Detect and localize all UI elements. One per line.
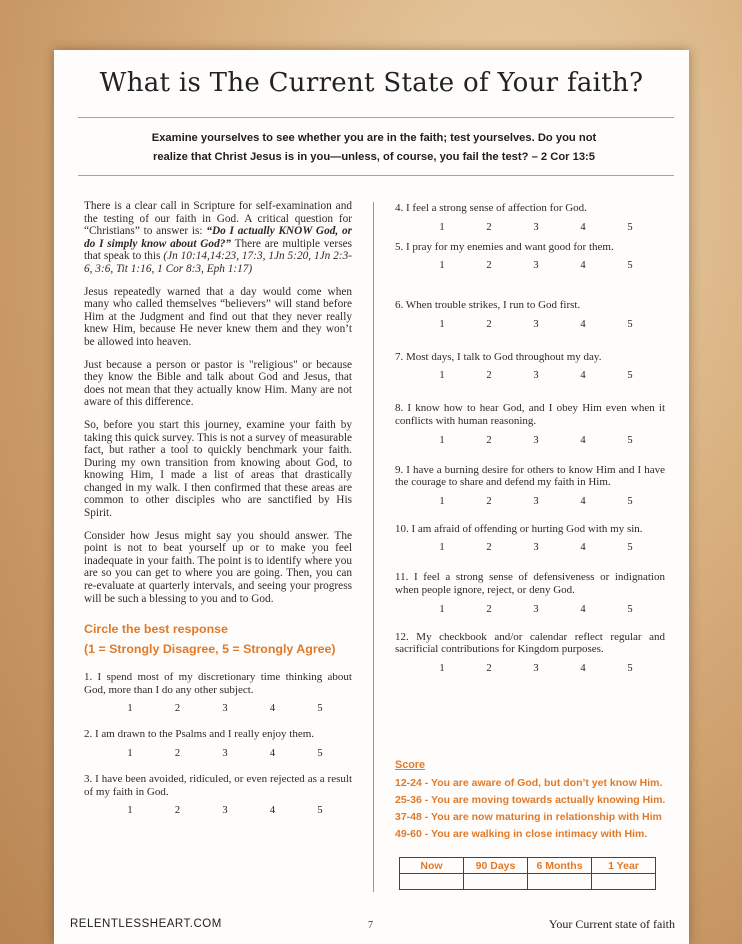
header-90-days: 90 Days <box>464 858 528 874</box>
verse-divider <box>78 175 674 176</box>
rating-option[interactable]: 5 <box>317 805 323 817</box>
entry-90-days[interactable] <box>464 874 528 890</box>
rating-option[interactable]: 4 <box>580 662 586 674</box>
document-page <box>54 50 689 944</box>
header-1-year: 1 Year <box>592 858 656 874</box>
score-range-1: 12-24 - You are aware of God, but don’t yet know Him. <box>395 777 663 789</box>
rating-option[interactable]: 1 <box>439 370 445 382</box>
survey-question <box>395 523 665 554</box>
rating-option[interactable]: 3 <box>533 603 539 615</box>
rating-option[interactable]: 5 <box>317 703 323 715</box>
right-column <box>395 202 665 674</box>
rating-option[interactable]: 1 <box>127 703 133 715</box>
question-text: 1. I spend most of my discretionary time thinking about God, more than I do any other subject. <box>84 671 352 696</box>
rating-scale <box>125 805 325 818</box>
question-text: 11. I feel a strong sense of defensiveness or indignation when people ignore, reject, or deny God. <box>395 571 665 596</box>
rating-option[interactable]: 1 <box>127 805 133 817</box>
question-text: 10. I am afraid of offending or hurting God with my sin. <box>395 522 643 535</box>
table-header-row <box>400 858 656 874</box>
survey-question <box>395 631 665 674</box>
rating-option[interactable]: 3 <box>533 495 539 507</box>
question-text: 4. I feel a strong sense of affection for God. <box>395 202 587 214</box>
rating-option[interactable]: 4 <box>580 370 586 382</box>
rating-option[interactable]: 4 <box>269 703 276 715</box>
header-now: Now <box>400 858 464 874</box>
rating-option[interactable]: 4 <box>580 318 586 330</box>
page-title: What is The Current State of Your faith? <box>99 68 644 98</box>
rating-option[interactable]: 2 <box>486 221 492 233</box>
rating-option[interactable]: 4 <box>580 434 586 446</box>
score-range-4: 49-60 - You are walking in close intimacy with Him. <box>395 828 648 840</box>
score-tracking-table <box>399 857 656 890</box>
question-text: 9. I have a burning desire for others to know Him and I have the courage to share and defend my faith in Him. <box>395 463 665 489</box>
rating-option[interactable]: 4 <box>580 260 586 272</box>
rating-option[interactable]: 5 <box>627 495 633 507</box>
rating-option[interactable]: 4 <box>580 542 586 554</box>
table-entry-row <box>400 874 656 890</box>
rating-option[interactable]: 1 <box>439 434 445 446</box>
rating-option[interactable]: 3 <box>533 662 539 674</box>
verse-line-1: Examine yourselves to see whether you are in the faith; test yourselves. Do you not <box>151 132 597 144</box>
rating-option[interactable]: 2 <box>486 260 492 272</box>
rating-option[interactable]: 5 <box>317 747 323 759</box>
rating-option[interactable]: 3 <box>222 805 228 817</box>
question-text: 3. I have been avoided, ridiculed, or even rejected as a result of my faith in God. <box>84 773 352 798</box>
instructions-heading: Circle the best response (1 = Strongly Disagree, 5 = Strongly Agree) <box>84 622 336 657</box>
intro-paragraph-4: So, before you start this journey, examine your faith by taking this quick survey. This is not a survey of measurable fact, but rather a tool to quickly benchmark your faith. During my own transition from knowing about God, to knowing Him, I made a list of areas that drastically changed in my walk. I then confirmed that these areas are common to other disciples who are sanctified by His Spirit. <box>84 418 352 520</box>
rating-option[interactable]: 2 <box>174 703 181 715</box>
intro-paragraph-5: Consider how Jesus might say you should answer. The point is not to beat yourself up or to make you feel inadequate in your faith. The point is to identify where you are so you can get to where you are going. Then, you can re-evaluate at quarterly intervals, and seeing your progress will be such a blessing to you and to God. <box>84 529 352 605</box>
rating-option[interactable]: 3 <box>533 542 539 554</box>
survey-question <box>395 299 665 330</box>
rating-option[interactable]: 5 <box>627 318 633 330</box>
rating-option[interactable]: 4 <box>269 747 276 759</box>
key-question: “Do I actually KNOW God, or do I simply know about God?” <box>84 225 352 250</box>
rating-option[interactable]: 2 <box>174 747 181 759</box>
column-divider <box>373 202 374 892</box>
rating-scale <box>437 319 635 330</box>
rating-option[interactable]: 3 <box>222 747 228 759</box>
rating-option[interactable]: 2 <box>486 434 492 446</box>
question-text: 6. When trouble strikes, I run to God first. <box>395 299 581 312</box>
rating-option[interactable]: 1 <box>439 542 445 554</box>
rating-option[interactable]: 3 <box>533 434 539 446</box>
entry-now[interactable] <box>400 874 464 890</box>
rating-scale <box>437 222 635 233</box>
entry-1-year[interactable] <box>592 874 656 890</box>
rating-scale <box>437 663 635 674</box>
rating-option[interactable]: 5 <box>627 221 633 233</box>
scripture-verse <box>114 129 634 167</box>
survey-question <box>84 773 352 818</box>
rating-option[interactable]: 3 <box>533 370 539 382</box>
rating-option[interactable]: 3 <box>533 318 539 330</box>
footer-website: RELENTLESSHEART.COM <box>70 918 222 930</box>
survey-question <box>395 202 665 233</box>
rating-option[interactable]: 5 <box>627 542 633 554</box>
rating-option[interactable]: 1 <box>439 662 445 674</box>
rating-option[interactable]: 2 <box>174 805 181 817</box>
left-column <box>84 200 352 818</box>
rating-option[interactable]: 4 <box>580 495 586 507</box>
rating-option[interactable]: 1 <box>439 603 445 615</box>
intro-paragraph-2: Jesus repeatedly warned that a day would come when many who called themselves “believers” will stand before Him at the Judgment and find out that they never really knew Him, because He never knew them and they won’t be allowed into heaven. <box>84 285 352 348</box>
rating-option[interactable]: 4 <box>580 221 586 233</box>
rating-scale <box>125 748 325 761</box>
survey-question <box>395 402 665 445</box>
header-6-months: 6 Months <box>528 858 592 874</box>
survey-question <box>84 728 352 760</box>
verse-line-2: realize that Christ Jesus is in you—unless, of course, you fail the test? – 2 Cor 13:5 <box>152 151 596 163</box>
rating-option[interactable]: 2 <box>486 542 492 554</box>
rating-option[interactable]: 1 <box>127 747 133 759</box>
rating-option[interactable]: 5 <box>627 370 633 382</box>
rating-option[interactable]: 2 <box>486 662 492 674</box>
question-text: 7. Most days, I talk to God throughout my day. <box>395 350 602 363</box>
rating-scale <box>125 703 325 716</box>
rating-option[interactable]: 4 <box>269 805 276 817</box>
rating-scale <box>437 542 635 553</box>
survey-question <box>395 351 665 382</box>
rating-option[interactable]: 3 <box>222 703 228 715</box>
rating-option[interactable]: 3 <box>533 260 539 272</box>
survey-question <box>395 571 665 614</box>
intro-paragraph-3: Just because a person or pastor is "religious" or because they know the Bible and talk about God and Jesus, that does not mean that they actually know Him. Many are not aware of this difference. <box>84 358 352 409</box>
rating-option[interactable]: 1 <box>439 495 445 507</box>
rating-option[interactable]: 5 <box>627 662 633 674</box>
question-text: 12. My checkbook and/or calendar reflect regular and sacrificial contributions for Kingdom purposes. <box>395 630 665 656</box>
intro-paragraph-1: There is a clear call in Scripture for self-examination and the testing of our faith in God. A critical question for “Christians” to answer is: “Do I actually KNOW God, or do I simply know about God?” There are multiple verses that speak to this (Jn 10:14,14:23, 17:3, 1Jn 5:20, 1Jn 2:3-6, 3:6, Tit 1:16, 1 Cor 8:3, Eph 1:17) <box>84 200 352 275</box>
rating-scale <box>437 370 635 381</box>
question-text: 5. I pray for my enemies and want good for them. <box>395 240 614 253</box>
rating-option[interactable]: 2 <box>486 603 492 615</box>
rating-scale <box>437 496 635 507</box>
rating-scale <box>437 260 635 271</box>
verse-references: (Jn 10:14,14:23, 17:3, 1Jn 5:20, 1Jn 2:3-6, 3:6, Tit 1:16, 1 Cor 8:3, Eph 1:17) <box>84 250 352 275</box>
page-number: 7 <box>368 920 373 931</box>
rating-option[interactable]: 3 <box>533 221 539 233</box>
rating-option[interactable]: 1 <box>439 318 445 330</box>
question-text: 2. I am drawn to the Psalms and I really enjoy them. <box>84 728 315 740</box>
rating-option[interactable]: 5 <box>627 260 633 272</box>
rating-scale <box>437 604 635 615</box>
rating-option[interactable]: 2 <box>486 370 492 382</box>
footer-section-title: Your Current state of faith <box>548 917 675 931</box>
question-text: 8. I know how to hear God, and I obey Him even when it conflicts with human reasoning. <box>395 402 665 427</box>
top-divider <box>78 117 674 118</box>
rating-option[interactable]: 2 <box>486 495 492 507</box>
score-range-2: 25-36 - You are moving towards actually knowing Him. <box>395 794 666 806</box>
survey-question <box>395 464 665 507</box>
rating-option[interactable]: 4 <box>580 603 586 615</box>
rating-option[interactable]: 5 <box>627 603 633 615</box>
rating-option[interactable]: 2 <box>486 318 492 330</box>
score-heading: Score <box>395 759 426 771</box>
rating-scale <box>437 435 635 446</box>
score-range-3: 37-48 - You are now maturing in relationship with Him <box>395 811 662 823</box>
rating-option[interactable]: 1 <box>439 221 445 233</box>
rating-option[interactable]: 5 <box>627 434 633 446</box>
rating-option[interactable]: 1 <box>439 260 445 272</box>
survey-question <box>84 671 352 716</box>
survey-question <box>395 241 665 272</box>
entry-6-months[interactable] <box>528 874 592 890</box>
